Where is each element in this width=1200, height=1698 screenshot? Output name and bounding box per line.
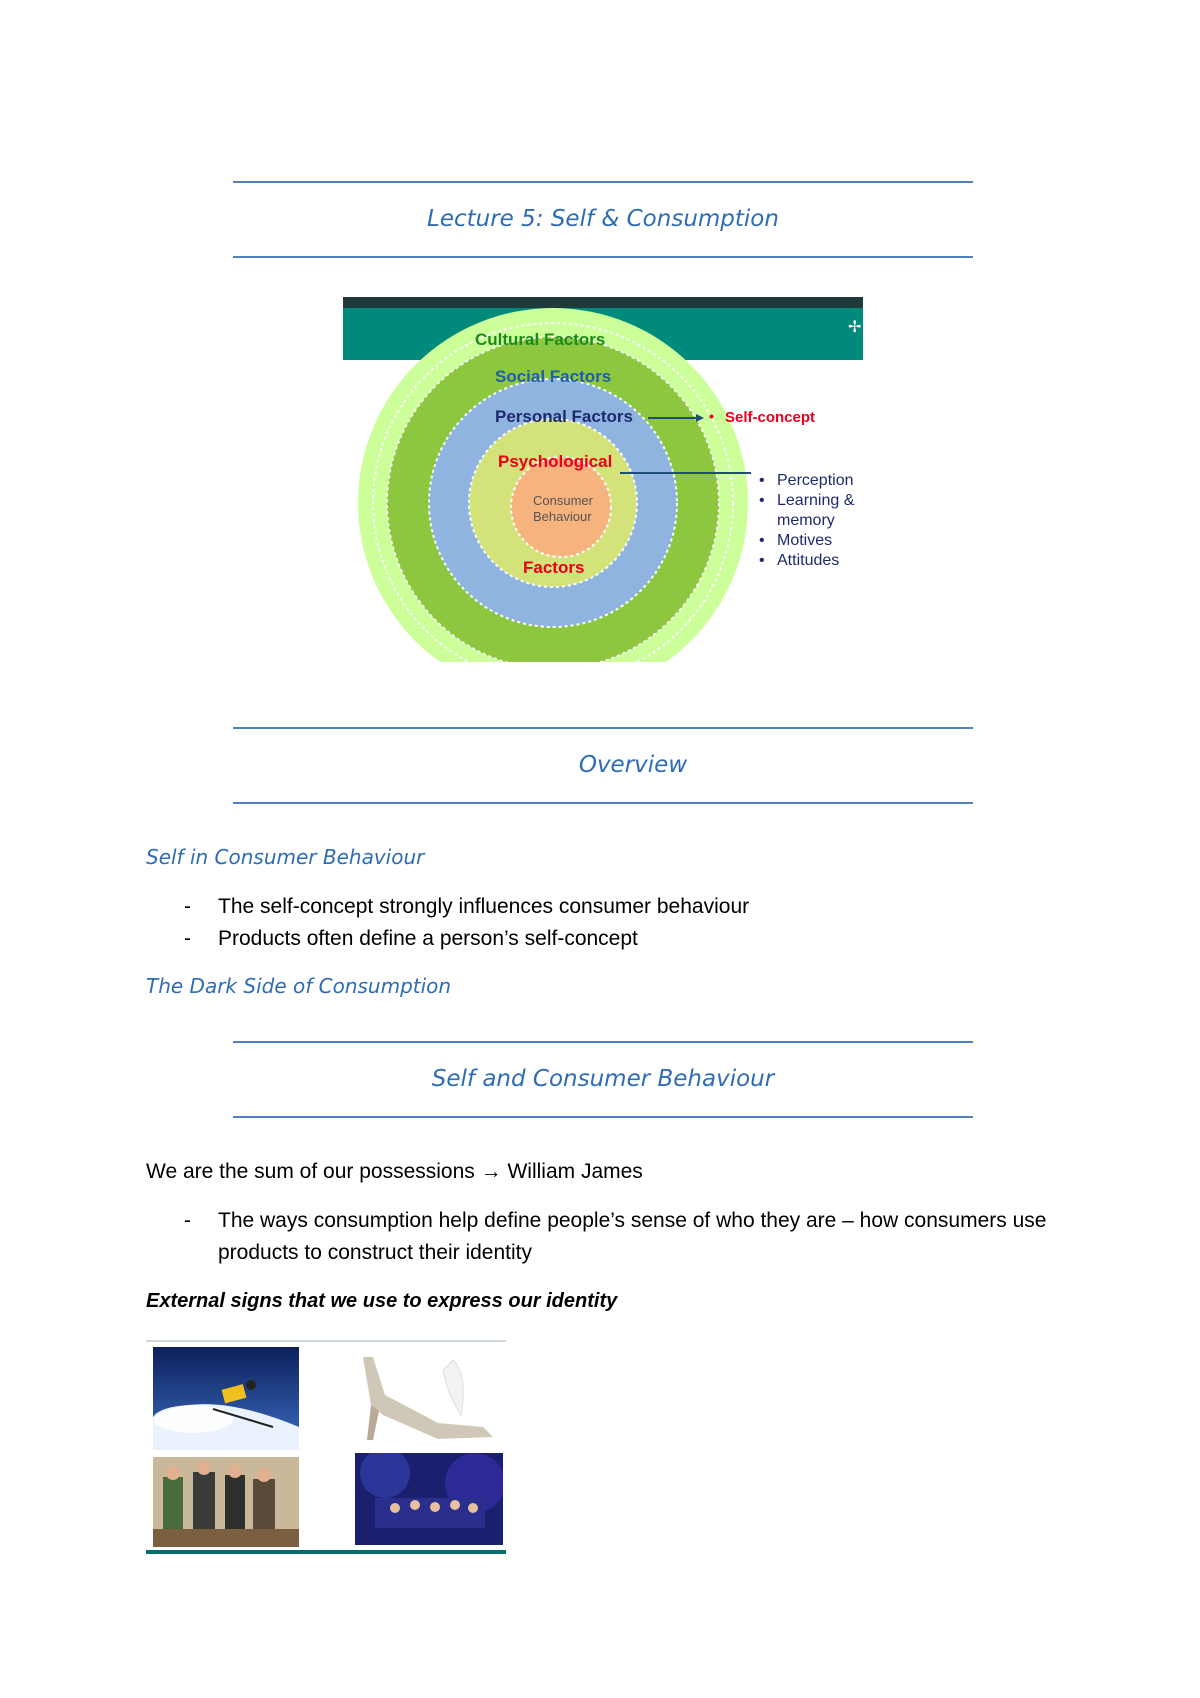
psych-item-perception: • Perception [759, 471, 863, 491]
skier-photo [153, 1347, 299, 1450]
group-image [153, 1457, 299, 1547]
section-item-1: - The ways consumption help define people’s sense of who they are – how consumers use products to construct their identity [146, 1205, 1076, 1269]
consumer-factors-diagram [343, 297, 863, 662]
label-center-line1: Consumer [533, 493, 593, 508]
dancing-poster-image [355, 1453, 503, 1545]
self-concept-bullet: • [709, 408, 714, 424]
dancing-with-the-stars-photo [355, 1453, 503, 1545]
psych-item-learning: • Learning & memory [759, 491, 863, 531]
collage-top-rule [146, 1340, 506, 1342]
identity-photo-collage [146, 1340, 506, 1555]
heading-self-in-consumer-behaviour: Self in Consumer Behaviour [146, 845, 425, 869]
label-factors: Factors [523, 558, 585, 577]
overview-item-1: - The self-concept strongly influences consumer behaviour [146, 891, 749, 923]
william-james-quote [146, 1160, 643, 1184]
shoe-image [343, 1345, 503, 1445]
overview-item-2: - Products often define a person’s self-concept [146, 923, 749, 955]
psych-item-motives: • Motives [759, 531, 863, 551]
section-title-block [233, 1041, 973, 1118]
collage-bottom-rule [146, 1550, 506, 1554]
external-signs-subheading: External signs that we use to express our identity [146, 1290, 618, 1312]
psychological-factors-list [759, 471, 863, 571]
lecture-title-block [233, 181, 973, 258]
overview-list [146, 891, 749, 955]
group-photo [153, 1457, 299, 1547]
lecture-title: Lecture 5: Self & Consumption [427, 206, 779, 232]
label-social-factors: Social Factors [495, 367, 612, 386]
quote-author: William James [507, 1160, 643, 1183]
overview-bottom-rule [233, 802, 973, 804]
overview-title: Overview [578, 752, 688, 778]
label-center-line2: Behaviour [533, 509, 592, 524]
label-psychological: Psychological [498, 452, 613, 471]
psych-item-attitudes: • Attitudes [759, 551, 863, 571]
heading-dark-side: The Dark Side of Consumption [146, 974, 452, 998]
label-personal-factors: Personal Factors [495, 407, 633, 426]
skier-image [153, 1347, 299, 1450]
overview-title-block [233, 727, 973, 804]
shoe-photo [343, 1345, 503, 1445]
section-bottom-rule [233, 1116, 973, 1118]
label-cultural-factors: Cultural Factors [475, 330, 606, 349]
section-list [146, 1205, 1076, 1269]
quote-text: We are the sum of our possessions [146, 1160, 475, 1183]
label-self-concept: Self-concept [725, 409, 816, 426]
arrow-right-icon: → [480, 1160, 502, 1183]
title-bottom-rule [233, 256, 973, 258]
section-title: Self and Consumer Behaviour [431, 1066, 775, 1092]
sparkle-icon: ✢ [848, 319, 862, 336]
